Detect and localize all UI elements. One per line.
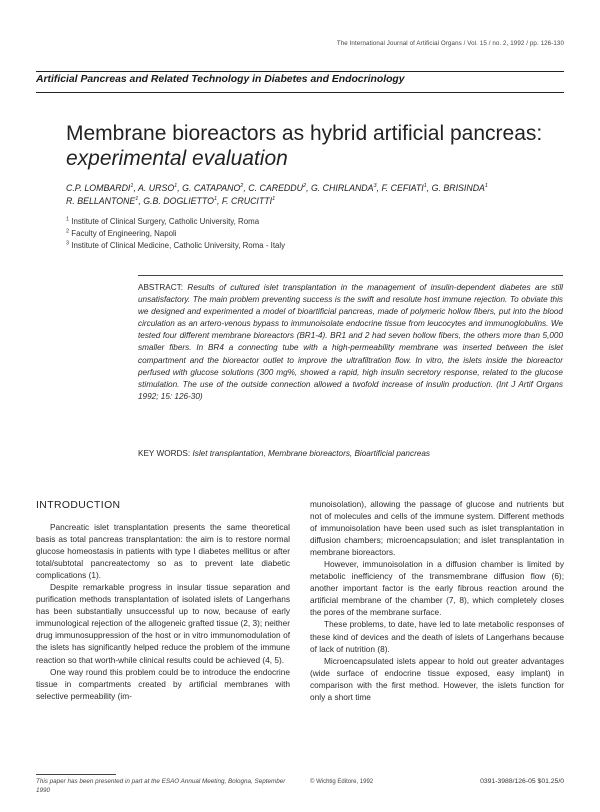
author: G.B. DOGLIETTO$^1$, — [143, 195, 222, 206]
author: G. CHIRLANDA$^3$, — [310, 183, 382, 193]
body-paragraph: Pancreatic islet transplantation presents the same theoretical basis as total pancreas transplantation: the aim is to restore normal glucose homeostasis in patients with type I diabetes mellitus or after total/subtotal pancreatectomy so as to prevent late diabetic complications (1). — [36, 522, 290, 581]
affiliation: $^1$ Institute of Clinical Surgery, Catholic University, Roma — [66, 216, 260, 226]
article-title — [66, 121, 566, 171]
title-main: Membrane bioreactors as hybrid artificial pancreas: — [66, 122, 543, 145]
abstract — [138, 282, 563, 403]
author: A. URSO$^1$, — [138, 183, 183, 193]
intro-heading: INTRODUCTION — [36, 500, 121, 511]
title-subtitle: experimental evaluation — [66, 147, 288, 170]
issn-code: 0391-3988/126-05 $01.25/0 — [480, 778, 564, 785]
author-list — [66, 182, 566, 207]
footnote: This paper has been presented in part at the ESAO Annual Meeting, Bologna, September 1990 — [36, 778, 286, 794]
section-heading: Artificial Pancreas and Related Technology in Diabetes and Endocrinology — [36, 74, 405, 85]
abstract-text: Results of cultured islet transplantation in the management of insulin-dependent diabetes are still unsatisfactory. The main problem preventing success is the swift and resolute host immune rejection. To obviate this we designed and experimented a model of bioartificial pancreas, made of polymeric hollow fibers, put into the blood circulation as an artero-venous bypass to immunoisolate endocrine tissue from leucocytes and immunoglobulins. We tested four different membrane bioreactors (BR1-4). BR1 and 2 had seven hollow fibers, the others more than 5,000 smaller fibers. In BR4 a connecting tube with a high-permeability membrane was inserted between the islet compartment and the bioreactor outlet to improve the ultrafiltration flow. In vitro, the islets inside the bioreactor perfused with glucose solutions (300 mg%, showed a rapid, high insulin secretory response, related to the glucose stimulation. The use of the outside connection allowed a twofold increase of insulin production. (Int J Artif Organs 1992; 15: 126-30) — [138, 283, 563, 401]
body-paragraph: Microencapsulated islets appear to hold out greater advantages (wide surface of endocrine tissue exposed, easy implant) in comparison with the first method. However, the islets function for only a short time — [310, 655, 564, 702]
footnote-rule — [36, 774, 116, 775]
body-paragraph: However, immunoisolation in a diffusion chamber is limited by metabolic inefficiency of the transmembrane diffusion flow (6); another important factor is the early fibrous reaction around the artificial membrane of the chamber (7, 8), which completely closes the pores of the membrane surface. — [310, 559, 564, 618]
publisher-line: © Wichtig Editore, 1992 — [310, 779, 374, 785]
affiliation: $^3$ Institute of Clinical Medicine, Catholic University, Roma - Italy — [66, 240, 286, 250]
running-head: The International Journal of Artificial Organs / Vol. 15 / no. 2, 1992 / pp. 126-130 — [336, 40, 564, 47]
body-paragraph: munoisolation), allowing the passage of glucose and nutrients but not of molecules and cells of the immune system. Different methods of immunoisolation have been used such as islet transplantation in diffusion chambers; microencapsulation; and islet transplantation in membrane bioreactors. — [310, 499, 564, 558]
keywords-text: Islet transplantation, Membrane bioreactors, Bioartificial pancreas — [192, 449, 431, 458]
abstract-label: ABSTRACT: — [138, 283, 184, 292]
body-paragraph: Despite remarkable progress in insular tissue separation and purification methods transplantation of isolated islets of Langerhans has been substantially unsuccessful up to now, because of early immunological rejection of the allogeneic grafted tissue (2, 3); neither drug immunosuppression of the host or in vitro immunomodulation of the islets has significantly helped reduce the problem of the immune reaction so that worth-while clinical results could be achieved (4, 5). — [36, 582, 290, 665]
author: R. BELLANTONE$^1$, — [66, 195, 144, 206]
author: F. CEFIATI$^1$, — [381, 183, 432, 193]
body-column-right — [310, 498, 564, 703]
author: F. CRUCITTI$^1$ — [221, 195, 276, 206]
body-column-left — [36, 521, 290, 702]
author: C.P. LOMBARDI$^1$, — [66, 183, 138, 193]
body-paragraph: One way round this problem could be to introduce the endocrine tissue in compartments created by artificial membranes with selective permeability (im- — [36, 666, 290, 701]
affiliation: $^2$ Faculty of Engineering, Napoli — [66, 228, 177, 238]
affiliation-list — [66, 216, 546, 252]
author: G. CATAPANO$^2$, — [182, 183, 249, 193]
author: G. BRISINDA$^1$ — [431, 183, 488, 193]
section-rule-top — [36, 71, 564, 72]
keywords — [138, 448, 563, 460]
body-paragraph: These problems, to date, have led to late metabolic responses of these kind of devices and the death of islets of Langerhans because of lack of nutrition (8). — [310, 619, 564, 654]
abstract-rule — [138, 275, 563, 276]
section-rule-bottom — [36, 92, 564, 93]
author: C. CAREDDU$^2$, — [248, 183, 311, 193]
keywords-label: KEY WORDS: — [138, 449, 191, 458]
